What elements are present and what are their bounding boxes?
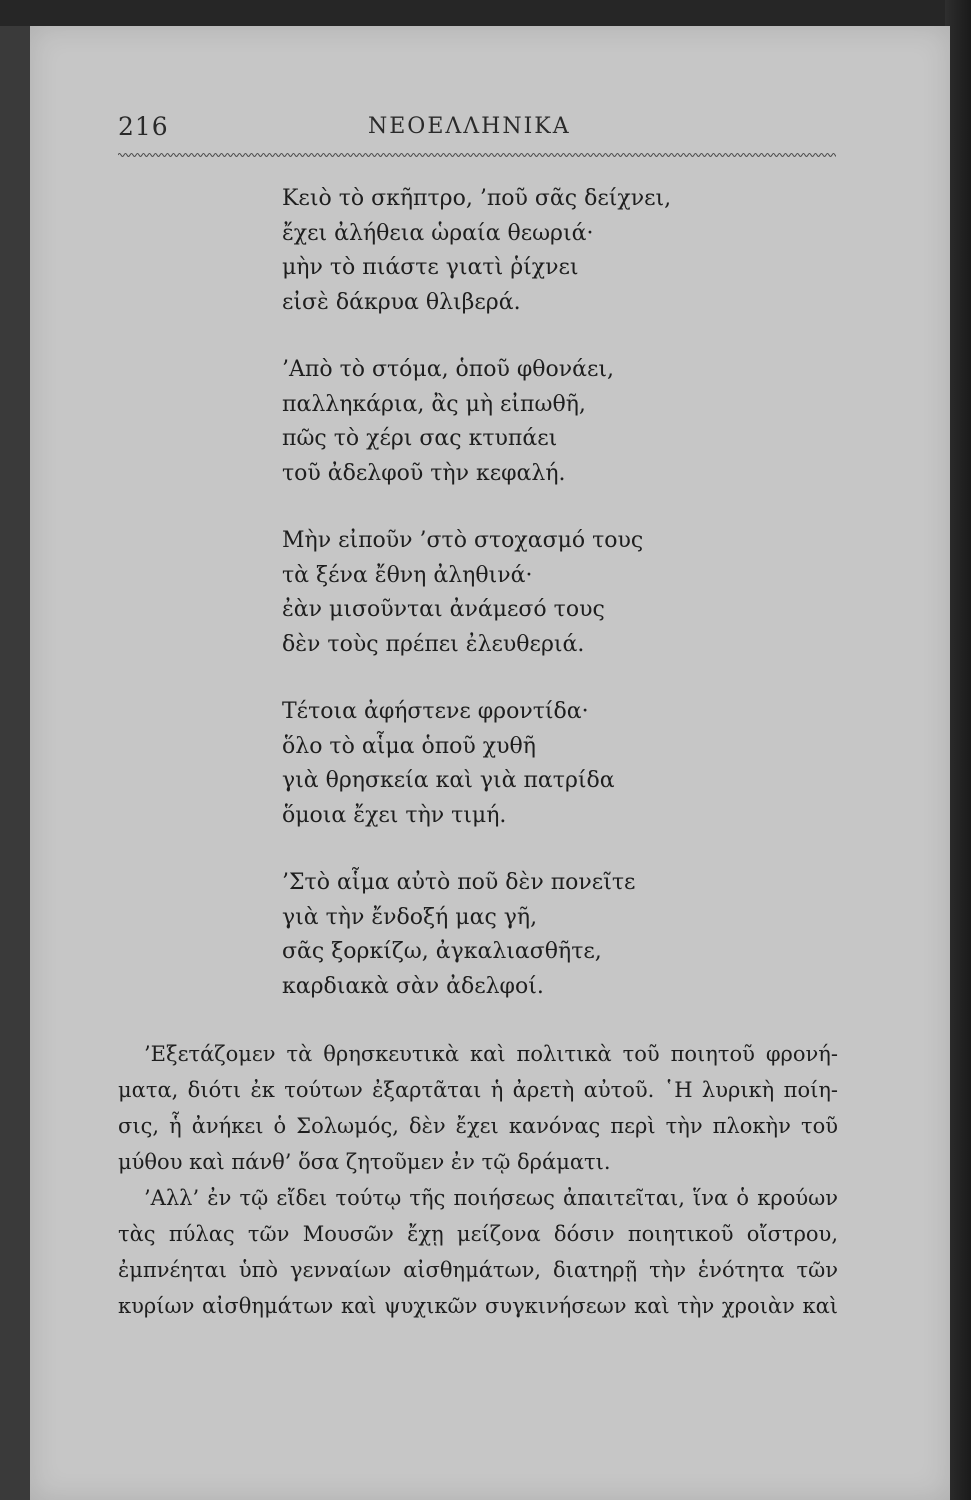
header-wavy-rule (118, 152, 836, 158)
poem-stanza (282, 353, 802, 491)
poem-line: ’Απὸ τὸ στόμα, ὁποῦ φθονάει, (282, 357, 615, 382)
poem-line: παλληκάρια, ἂς μὴ εἰπωθῆ, (282, 391, 586, 417)
poem-line: ἐὰν μισοῦνται ἀνάμεσό τους (282, 597, 605, 622)
poem-line: εἰσὲ δάκρυα θλιβερά. (282, 289, 521, 315)
poem-line: καρδιακὰ σὰν ἀδελφοί. (282, 973, 544, 999)
prose-line: σις, ἧ ἀνήκει ὁ Σολωμός, δὲν ἔχει κανόνας περὶ τὴν πλοκὴν τοῦ (118, 1114, 838, 1138)
poem-line: δὲν τοὺς πρέπει ἐλευθεριά. (282, 631, 585, 657)
prose-line: μύθου καὶ πάνθ’ ὅσα ζητοῦμεν ἐν τῷ δράματι. (118, 1150, 611, 1174)
prose-line: τὰς πύλας τῶν Μουσῶν ἔχῃ μείζονα δόσιν ποιητικοῦ οἴστρου, (118, 1222, 838, 1246)
scan-border-top (0, 0, 971, 26)
poem-line: ὅλο τὸ αἷμα ὁποῦ χυθῆ (282, 733, 536, 759)
poem-stanza (282, 866, 802, 1004)
poem-stanza (282, 182, 802, 320)
poem-line: Τέτοια ἀφήστενε φροντίδα· (282, 699, 589, 724)
poem-line: Μὴν εἰποῦν ’στὸ στοχασμό τους (282, 528, 644, 553)
poem-line: ’Στὸ αἷμα αὐτὸ ποῦ δὲν πονεῖτε (282, 870, 636, 895)
prose-line: ’Εξετάζομεν τὰ θρησκευτικὰ καὶ πολιτικὰ τοῦ ποιητοῦ φρονή- (144, 1042, 838, 1066)
prose-line: κυρίων αἰσθημάτων καὶ ψυχικῶν συγκινήσεων καὶ τὴν χροιὰν καὶ (118, 1294, 838, 1318)
poem-stanza (282, 524, 802, 662)
page-header (118, 112, 836, 152)
running-title: ΝΕΟΕΛΛΗΝΙΚΑ (368, 114, 571, 139)
prose-body (118, 1036, 838, 1324)
poem-line: Κειὸ τὸ σκῆπτρο, ’ποῦ σᾶς δείχνει, (282, 186, 672, 211)
poem-line: γιὰ θρησκεία καὶ γιὰ πατρίδα (282, 768, 615, 793)
prose-line: ματα, διότι ἐκ τούτων ἐξαρτᾶται ἡ ἀρετὴ αὐτοῦ. ῾Η λυρικὴ ποίη- (118, 1078, 838, 1102)
poem-line: γιὰ τὴν ἔνδοξή μας γῆ, (282, 904, 538, 930)
poem-line: σᾶς ξορκίζω, ἀγκαλιασθῆτε, (282, 939, 602, 964)
page-number: 216 (118, 112, 169, 141)
poem-line: ὅμοια ἔχει τὴν τιμή. (282, 802, 507, 828)
prose-line: ἐμπνέηται ὑπὸ γενναίων αἰσθημάτων, διατηρῇ τὴν ἑνότητα τῶν (118, 1258, 838, 1282)
poem-line: ἔχει ἀλήθεια ὡραία θεωριά· (282, 220, 594, 246)
prose-line: ’Αλλ’ ἐν τῷ εἴδει τούτῳ τῆς ποιήσεως ἀπαιτεῖται, ἵνα ὁ κρούων (144, 1186, 838, 1210)
poem-line: τοῦ ἀδελφοῦ τὴν κεφαλή. (282, 460, 566, 486)
poem (282, 182, 802, 1037)
poem-line: τὰ ξένα ἔθνη ἀληθινά· (282, 562, 533, 588)
poem-line: πῶς τὸ χέρι σας κτυπάει (282, 426, 558, 451)
poem-line: μὴν τὸ πιάστε γιατὶ ῥίχνει (282, 255, 579, 280)
poem-stanza (282, 695, 802, 833)
